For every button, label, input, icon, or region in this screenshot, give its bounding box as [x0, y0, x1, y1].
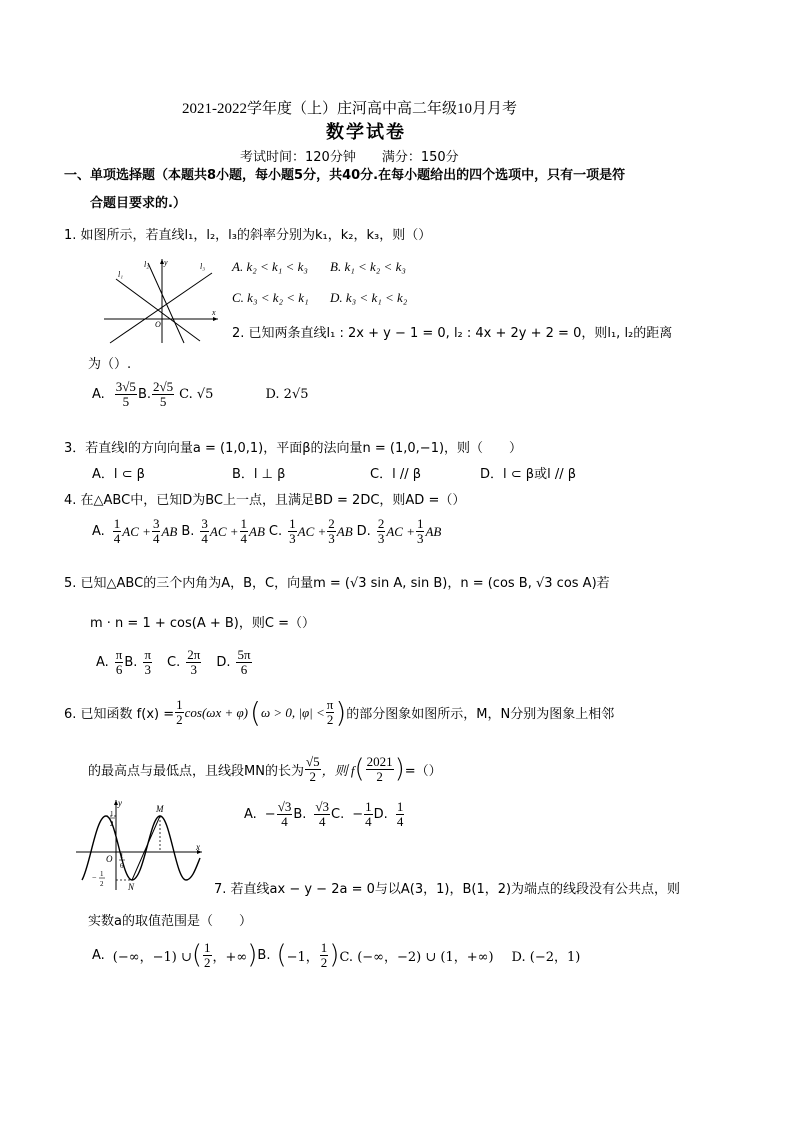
q6-d-d: 4: [396, 814, 404, 829]
q5-option-a-label[interactable]: A.: [96, 655, 109, 670]
q2-option-a-label[interactable]: A.: [92, 387, 105, 402]
q4-a-d1: 4: [113, 531, 121, 546]
q6-d-value[interactable]: [396, 800, 405, 829]
q6-pi-n: π: [326, 697, 334, 712]
q6-c-value[interactable]: [364, 800, 373, 829]
q4-c-coef2: [327, 517, 336, 546]
q5-c-value[interactable]: [186, 648, 201, 677]
q6-f-paren-close: ): [394, 754, 405, 784]
q6-mn-n: √5: [305, 753, 320, 769]
q4-c-d2: 3: [328, 531, 335, 546]
q7-b-d: 2: [320, 954, 328, 970]
q4-b-term1: AC +: [209, 523, 239, 539]
q4-a-term1: AC +: [122, 523, 151, 539]
q6-stem: [64, 696, 614, 729]
q6-a-n: √3: [277, 799, 292, 814]
q5-b-n: π: [144, 647, 152, 662]
q3-option-b[interactable]: B．l ⊥ β: [232, 467, 286, 482]
time-info: 考试时间：120分钟 满分：150分: [240, 150, 459, 165]
q4-c-term2: AB: [336, 523, 353, 539]
q7-stem: 7. 若直线ax − y − 2a = 0与以A(3，1)，B(1，2)为端点的线段没有公共点，则: [214, 882, 681, 897]
q6-a-value[interactable]: [277, 800, 293, 829]
q5-b-d: 3: [144, 662, 151, 677]
q6-graph-o: O: [106, 854, 113, 864]
q4-c-n1: 1: [289, 516, 296, 531]
q4-b-coef1: [200, 517, 209, 546]
q6-half-d: 2: [176, 712, 183, 727]
q6-pi-half: [326, 698, 335, 727]
q5-a-d: 6: [115, 662, 123, 677]
q2-stem: 2. 已知两条直线l₁ : 2x + y − 1 = 0, l₂ : 4x + 2y + 2 = 0，则l₁, l₂的距离: [232, 326, 673, 341]
q6-f-arg: [366, 755, 394, 784]
q6-stem2: [88, 754, 442, 784]
q7-a-part1: (−∞，−1) ∪: [112, 949, 192, 965]
q4-a-n1: 1: [113, 516, 121, 531]
q1-option-c[interactable]: C. k₃ < k₂ < k₁: [232, 290, 309, 305]
q6-option-a-label[interactable]: A.: [244, 807, 257, 822]
q7-option-c[interactable]: C. (−∞，−2) ∪ (1，+∞): [339, 949, 494, 965]
q6-half: [175, 698, 184, 727]
q7-a-d: 2: [204, 954, 211, 970]
q4-b-coef2: [240, 517, 249, 546]
q5-stem: 5. 已知△ABC的三个内角为A，B，C，向量m = (√3 sin A, sin B)，n = (cos B, √3 cos A)若: [64, 576, 610, 591]
q6-option-d-label[interactable]: D.: [373, 807, 388, 822]
q2-b-num: 2√5: [153, 379, 174, 394]
q5-b-value[interactable]: [143, 648, 152, 677]
q4-d-coef2: [416, 517, 425, 546]
q6-graph-neghalf-d: 2: [100, 880, 104, 888]
q1-stem: 1. 如图所示，若直线l₁，l₂，l₃的斜率分别为k₁，k₂，k₃，则（）: [64, 228, 432, 243]
q6-stem2-c: =（）: [404, 763, 442, 779]
q6-d-n: 1: [396, 799, 404, 814]
q4-b-d1: 4: [201, 531, 208, 546]
q2-stem-cont: 为（）.: [88, 357, 132, 372]
q6-stem2-a: 的最高点与最低点，且线段MN的长为: [88, 763, 304, 779]
q7-option-d[interactable]: D. (−2，1): [511, 949, 581, 965]
q6-mn-d: 2: [309, 768, 317, 784]
q7-a-paren-close: ): [247, 940, 258, 970]
q7-option-a-label[interactable]: A.: [92, 947, 105, 963]
q6-options: [244, 800, 405, 829]
q5-stem-cont: m · n = 1 + cos(A + B)，则C =（）: [90, 616, 315, 631]
q5-options: [96, 648, 253, 677]
q7-options: [92, 940, 580, 970]
q2-a-den: 5: [122, 394, 130, 409]
q6-graph-sixth-d: 6: [120, 862, 124, 870]
q6-graph-half-n: 1: [110, 810, 114, 818]
q1-graph: [100, 255, 222, 347]
q1-l2-label: l₂: [144, 260, 150, 269]
subject-title: 数学试卷: [326, 122, 406, 143]
q6-f-paren-open: (: [354, 754, 365, 784]
q4-a-coef1: [113, 517, 122, 546]
q4-d-term2: AB: [425, 523, 442, 539]
q5-a-n: π: [115, 647, 123, 662]
q4-a-term2: AB: [161, 523, 178, 539]
q4-options: [92, 517, 441, 546]
q6-graph-neghalf-n: 1: [100, 870, 104, 878]
q6-a-sign: −: [264, 807, 276, 822]
q4-b-d2: 4: [240, 531, 248, 546]
q4-a-d2: 4: [152, 531, 160, 546]
q6-option-c-label[interactable]: C.: [331, 807, 345, 822]
q4-option-c-label[interactable]: C.: [268, 524, 283, 539]
q2-option-c[interactable]: C. √5: [179, 387, 214, 402]
q3-option-c[interactable]: C．l // β: [370, 467, 422, 482]
q1-l1-label: l₁: [118, 270, 124, 279]
q1-origin-label: O: [155, 320, 161, 329]
q1-y-label: y: [164, 258, 168, 267]
q5-option-b-label[interactable]: B.: [124, 655, 138, 670]
q6-pi-d: 2: [326, 712, 334, 727]
q6-f-n: 2021: [366, 753, 393, 769]
q6-graph-sixth-n: 1: [120, 852, 124, 860]
q6-paren-close: ): [335, 696, 347, 729]
q6-graph: [72, 796, 208, 892]
q3-option-a[interactable]: A．l ⊂ β: [92, 467, 145, 482]
q6-stem2-b: ，则 f: [321, 762, 355, 778]
q5-d-d: 6: [240, 662, 248, 677]
q5-d-value[interactable]: [236, 648, 251, 677]
q2-option-a-value[interactable]: [115, 380, 137, 409]
q4-c-coef1: [288, 517, 297, 546]
q6-b-n: √3: [315, 799, 330, 814]
q6-paren-open: (: [250, 696, 261, 729]
q6-graph-y: y: [118, 798, 122, 808]
q7-a-part2: ，+∞: [212, 949, 248, 965]
q5-option-d-label[interactable]: D.: [216, 655, 231, 670]
q4-b-term2: AB: [249, 523, 265, 539]
q4-a-coef2: [152, 517, 161, 546]
q2-option-b-value[interactable]: [152, 380, 174, 409]
q6-c-sign: −: [352, 807, 364, 822]
q6-graph-neg: −: [92, 873, 97, 882]
q7-stem-cont: 实数a的取值范围是（ ）: [88, 914, 252, 929]
q7-a-paren-open: (: [191, 940, 203, 970]
exam-title: 2021-2022学年度（上）庄河高中高二年级10月月考: [182, 101, 517, 117]
q6-stem-c: ω > 0, |φ| <: [260, 704, 325, 720]
q6-graph-n: N: [128, 882, 135, 892]
q6-c-d: 4: [365, 814, 372, 829]
q6-b-value[interactable]: [314, 800, 330, 829]
q4-stem: 4. 在△ABC中，已知D为BC上一点，且满足BD = 2DC，则AD =（）: [64, 493, 466, 508]
q7-b-part1: −1，: [286, 949, 319, 965]
q4-c-n2: 2: [328, 516, 335, 531]
q4-c-d1: 3: [289, 531, 296, 546]
q3-option-d[interactable]: D．l ⊂ β或l // β: [480, 467, 577, 482]
q6-graph-x: x: [196, 842, 200, 852]
q7-a-n: 1: [204, 939, 211, 955]
q4-option-d-label[interactable]: D.: [356, 524, 371, 539]
q1-option-b[interactable]: B. k₁ < k₂ < k₃: [330, 259, 406, 274]
q5-d-n: 5π: [237, 647, 251, 662]
q4-option-b-label[interactable]: B.: [181, 524, 195, 539]
q7-b-half: [320, 941, 329, 970]
q7-a-half: [203, 941, 212, 970]
q6-mn-length: [305, 755, 321, 784]
q6-b-d: 4: [318, 814, 326, 829]
q5-c-d: 3: [190, 662, 198, 677]
q4-d-n1: 2: [377, 516, 385, 531]
section-heading: 一、单项选择题（本题共8小题，每小题5分，共40分.在每小题给出的四个选项中，只有一项是符: [64, 168, 626, 183]
q6-a-d: 4: [281, 814, 288, 829]
q4-d-d2: 3: [416, 531, 424, 546]
q6-stem-a: 6. 已知函数 f(x) =: [64, 707, 175, 722]
q5-c-n: 2π: [187, 647, 201, 662]
q2-option-d[interactable]: D. 2√5: [265, 387, 309, 402]
q4-b-n2: 1: [240, 516, 248, 531]
q6-stem-d: 的部分图象如图所示，M，N分别为图象上相邻: [346, 707, 615, 722]
q5-a-value[interactable]: [115, 648, 124, 677]
q4-d-coef1: [377, 517, 386, 546]
q6-f-d: 2: [376, 768, 383, 784]
q6-stem-b: cos(ωx + φ): [184, 704, 249, 720]
q4-d-d1: 3: [377, 531, 385, 546]
q5-option-c-label[interactable]: C.: [167, 655, 181, 670]
q1-option-a[interactable]: A. k₂ < k₁ < k₃: [232, 259, 308, 274]
q7-option-b-label[interactable]: B.: [257, 947, 271, 963]
q1-option-d[interactable]: D. k₃ < k₁ < k₂: [330, 290, 408, 305]
q2-a-num: 3√5: [115, 379, 136, 394]
q1-x-label: x: [212, 308, 216, 317]
section-heading-cont: 合题目要求的.）: [90, 196, 186, 211]
q4-d-n2: 1: [416, 516, 424, 531]
q7-b-n: 1: [320, 939, 328, 955]
q4-d-term1: AC +: [386, 523, 415, 539]
q2-options: [92, 380, 309, 409]
q6-option-b-label[interactable]: B.: [293, 807, 307, 822]
q4-option-a-label[interactable]: A.: [92, 524, 105, 539]
q2-option-b-label[interactable]: B.: [137, 387, 151, 402]
q7-b-paren-close: ): [329, 940, 340, 970]
q6-graph-half-d: 2: [110, 820, 114, 828]
q4-b-n1: 3: [201, 516, 208, 531]
q4-a-n2: 3: [152, 516, 160, 531]
q6-graph-m: M: [156, 804, 164, 814]
q2-b-den: 5: [159, 394, 167, 409]
q4-c-term1: AC +: [297, 523, 327, 539]
q7-b-paren-open: (: [276, 940, 287, 970]
q6-half-n: 1: [176, 697, 183, 712]
q1-l3-label: l₃: [200, 262, 206, 271]
q3-stem: 3．若直线l的方向向量a = (1,0,1)，平面β的法向量n = (1,0,−1)，则（ ）: [64, 441, 523, 456]
q6-c-n: 1: [365, 799, 372, 814]
